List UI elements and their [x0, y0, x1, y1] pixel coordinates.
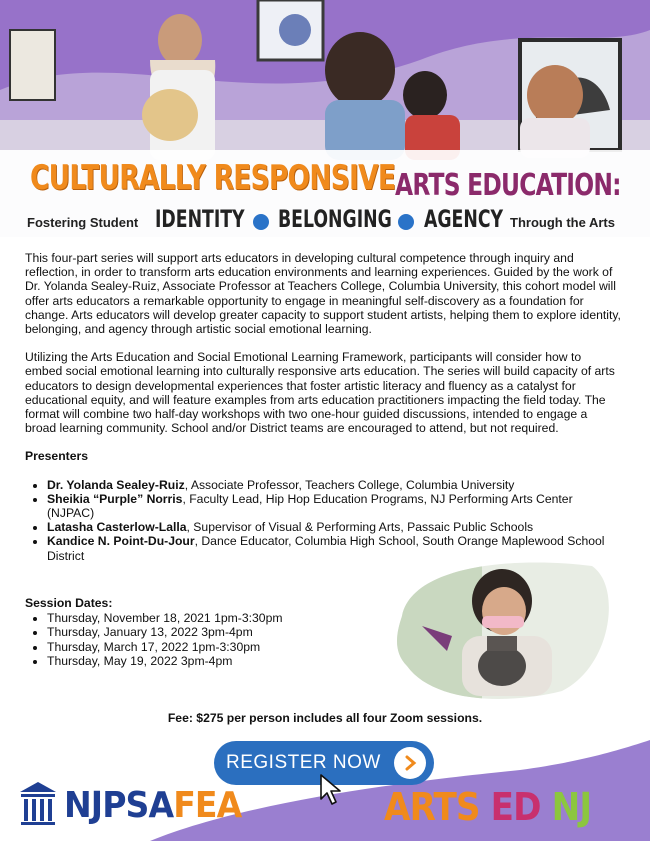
title-culturally-responsive: CULTURALLY RESPONSIVE — [30, 158, 396, 198]
sessions-heading: Session Dates: — [25, 596, 113, 610]
session-date: • Thursday, November 18, 2021 1pm-3:30pm — [47, 611, 283, 625]
presenter-name: Latasha Casterlow-Lalla — [47, 520, 187, 535]
register-label: REGISTER NOW — [226, 752, 381, 773]
logo-njpsa-text: NJPSA — [64, 784, 174, 826]
subtitle-belonging: BELONGING — [278, 205, 392, 233]
hero-banner — [0, 0, 650, 237]
subtitle-agency: AGENCY — [424, 205, 504, 233]
chevron-right-icon — [394, 747, 426, 779]
session-date: • Thursday, May 19, 2022 3pm-4pm — [47, 654, 283, 668]
title-arts-education: ARTS EDUCATION: — [395, 168, 621, 203]
intro-paragraph: This four-part series will support arts educators in developing cultural competence through inquiry and reflection, in order to transform arts education environments and learning experiences. Guided by the work of Dr. Yolanda Sealey-Ruiz, Associate Professor at Teachers College, Columbia University, this cohort model will offer arts educators a remarkable opportunity to engage in meaningful self-discovery as a foundation for change. Arts educators will develop greater capacity to support student artists, helping them to explore identity, belonging, and agency through artistic social emotional learning. — [25, 251, 621, 337]
logo-ed-text: ED — [490, 785, 541, 829]
presenter-role: , Dance Educator, Columbia High School, South Orange Maplewood School District — [47, 534, 605, 563]
mouse-pointer-icon — [319, 773, 345, 807]
fee-text: Fee: $275 per person includes all four Zoom sessions. — [167, 711, 483, 725]
session-date: • Thursday, January 13, 2022 3pm-4pm — [47, 625, 283, 639]
presenters-section — [25, 449, 621, 562]
presenter-name: Dr. Yolanda Sealey-Ruiz — [47, 477, 185, 492]
pillars-icon — [18, 780, 58, 830]
presenter-item — [47, 520, 621, 534]
presenter-name: Sheikia “Purple” Norris — [47, 491, 183, 506]
subtitle-prefix: Fostering Student — [27, 215, 139, 230]
presenter-role: , Faculty Lead, Hip Hop Education Programs, NJ Performing Arts Center (NJPAC) — [47, 491, 573, 521]
subtitle-suffix: Through the Arts — [510, 215, 615, 230]
njpsa-fea-logo — [18, 785, 257, 825]
presenter-name: Kandice N. Point-Du-Jour — [47, 534, 195, 549]
logo-fea-text: FEA — [173, 784, 242, 826]
blue-dot-icon — [253, 214, 269, 230]
sessions-section — [25, 596, 283, 668]
subtitle-identity: IDENTITY — [155, 205, 245, 233]
framework-paragraph: Utilizing the Arts Education and Social Emotional Learning Framework, participants will consider how to embed social emotional learning into culturally responsive arts education. The series will build capacity of arts educators to design developmental experiences that foster artistic literacy and fluency as a catalyst for educational equity, and will feature examples from arts education practitioners impacting the field today. The format will combine two half-day workshops with two one-hour guided discussions, intended to engage a broad learning community. School and/or District teams are encouraged to attend, but not required. — [25, 350, 615, 436]
student-pottery-photo — [392, 556, 617, 701]
arts-ed-nj-logo — [384, 785, 591, 829]
logo-nj-text: NJ — [551, 785, 592, 829]
session-date: • Thursday, March 17, 2022 1pm-3:30pm — [47, 640, 283, 654]
presenters-heading: Presenters — [25, 449, 89, 464]
presenter-item — [47, 492, 621, 520]
presenter-role: , Supervisor of Visual & Performing Arts, Passaic Public Schools — [186, 520, 534, 535]
subtitle-row — [0, 205, 650, 237]
presenter-role: , Associate Professor, Teachers College, Columbia University — [184, 477, 515, 492]
blue-dot-icon — [398, 214, 414, 230]
logo-arts-text: ARTS — [384, 785, 480, 829]
presenters-list — [25, 478, 621, 563]
sessions-list — [25, 611, 283, 668]
main-content — [25, 251, 621, 563]
presenter-item — [47, 478, 621, 492]
